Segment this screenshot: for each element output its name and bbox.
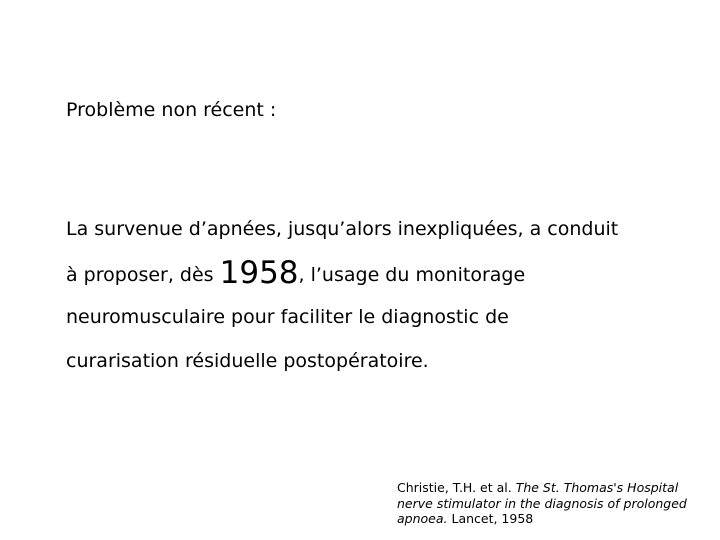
paragraph-line-2-end: , l’usage du monitorage [298,264,526,286]
slide-heading: Problème non récent : [66,99,277,121]
paragraph-line-3: neuromusculaire pour faciliter le diagnostic de [66,306,509,328]
paragraph-line-1: La survenue d’apnées, jusqu’alors inexpliquées, a conduit [66,218,619,240]
paragraph-line-2 [66,251,706,295]
paragraph-line-2-start: à proposer, dès [66,264,220,286]
citation-source: Lancet, 1958 [447,511,534,526]
highlighted-year: 1958 [219,255,299,291]
paragraph-line-4: curarisation résiduelle postopératoire. [66,350,429,372]
citation-title: The St. Thomas's Hospital nerve stimulator in the diagnosis of prolonged apnoea. [397,480,687,526]
citation [397,480,713,527]
citation-authors: Christie, T.H. et al. [397,480,516,495]
slide-paragraph [66,207,706,383]
